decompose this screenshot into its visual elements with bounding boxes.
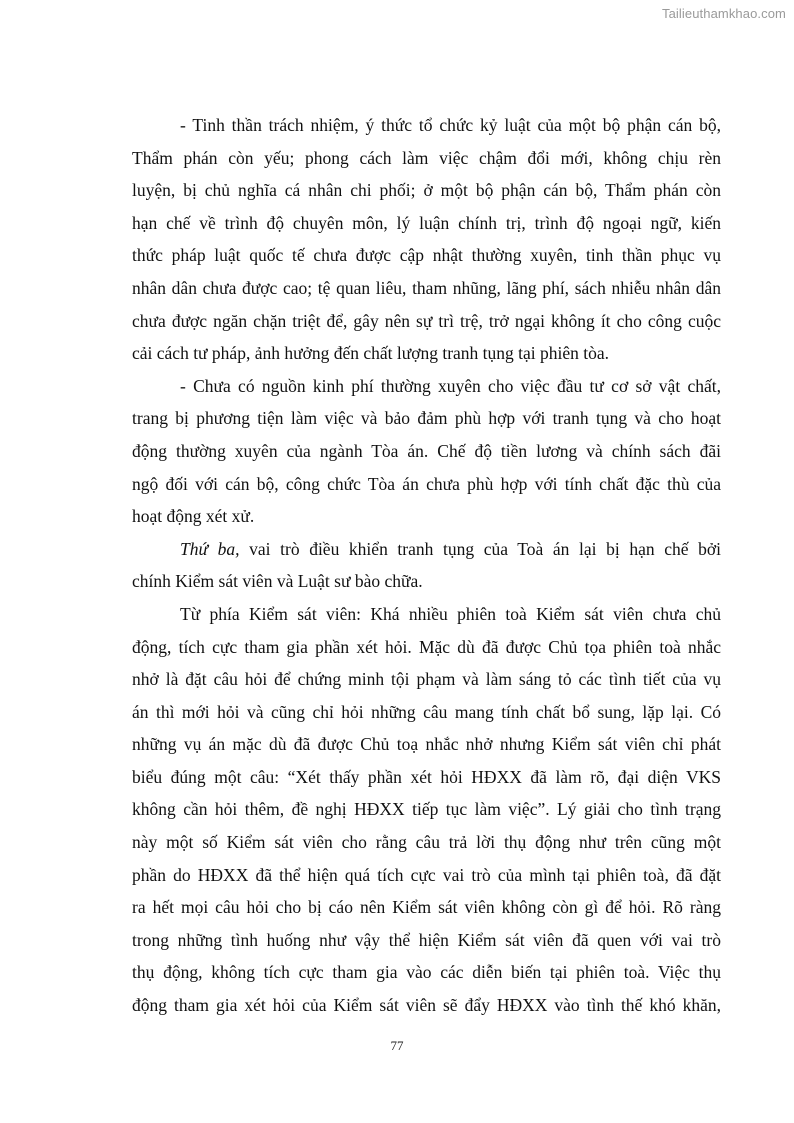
text-line: trong những tình huống như vậy thể hiện Kiểm sát viên đã quen với vai trò bbox=[132, 929, 721, 950]
text-line: những vụ án mặc dù đã được Chủ toạ nhắc nhở nhưng Kiểm sát viên chỉ phát bbox=[132, 734, 721, 755]
text-line: thức pháp luật quốc tế chưa được cập nhật thường xuyên, tinh thần phục vụ bbox=[132, 245, 721, 266]
text-line: biểu đúng một câu: “Xét thấy phần xét hỏi HĐXX đã làm rõ, đại diện VKS bbox=[132, 766, 721, 787]
text-line: Từ phía Kiểm sát viên: Khá nhiều phiên toà Kiểm sát viên chưa chủ bbox=[180, 603, 721, 624]
text-line: luyện, bị chủ nghĩa cá nhân chi phối; ở một bộ phận cán bộ, Thẩm phán còn bbox=[132, 180, 721, 201]
text-line: - Tinh thần trách nhiệm, ý thức tổ chức kỷ luật của một bộ phận cán bộ, bbox=[180, 115, 721, 135]
text-line: ra hết mọi câu hỏi cho bị cáo nên Kiểm sát viên không còn gì để hỏi. Rõ ràng bbox=[132, 897, 721, 918]
text-line: động tham gia xét hỏi của Kiểm sát viên sẽ đẩy HĐXX vào tình thế khó khăn, bbox=[132, 995, 721, 1016]
text-line: án thì mới hỏi và cũng chỉ hỏi những câu mang tính chất bổ sung, lặp lại. Có bbox=[132, 701, 721, 722]
text-line: nhở là đặt câu hỏi để chứng minh tội phạm và làm sáng tỏ các tình tiết của vụ bbox=[132, 669, 721, 690]
text-line-rest: vai trò điều khiển tranh tụng của Toà án lại bị hạn chế bởi bbox=[239, 538, 722, 559]
text-line: chính Kiểm sát viên và Luật sư bào chữa. bbox=[132, 571, 423, 592]
text-line: trang bị phương tiện làm việc và bảo đảm phù hợp với tranh tụng và cho hoạt bbox=[132, 408, 721, 429]
text-line: hoạt động xét xử. bbox=[132, 506, 255, 527]
text-line: động thường xuyên của ngành Tòa án. Chế độ tiền lương và chính sách đãi bbox=[132, 440, 721, 461]
paragraph-procurator bbox=[132, 598, 721, 1022]
watermark-text: Tailieuthamkhao.com bbox=[661, 6, 786, 21]
text-line: chưa được ngăn chặn triệt để, gây nên sự trì trệ, trở ngại không ít cho công cuộc bbox=[132, 310, 721, 331]
text-line: không cần hỏi thêm, đề nghị HĐXX tiếp tục làm việc”. Lý giải cho tình trạng bbox=[132, 799, 721, 820]
text-line: cải cách tư pháp, ảnh hưởng đến chất lượng tranh tụng tại phiên tòa. bbox=[132, 343, 610, 364]
page-number: 77 bbox=[390, 1038, 404, 1053]
text-line: phần do HĐXX đã thể hiện quá tích cực vai trò của mình tại phiên toà, đã đặt bbox=[132, 864, 721, 885]
text-line: Thẩm phán còn yếu; phong cách làm việc chậm đổi mới, không chịu rèn bbox=[132, 147, 721, 168]
text-line: thụ động, không tích cực tham gia vào các diễn biến tại phiên toà. Việc thụ bbox=[132, 962, 721, 983]
page-body bbox=[132, 109, 721, 1022]
text-line bbox=[132, 533, 721, 566]
text-line: nhân dân chưa được cao; tệ quan liêu, tham nhũng, lãng phí, sách nhiễu nhân dân bbox=[132, 277, 721, 298]
text-line: động, tích cực tham gia phần xét hỏi. Mặc dù đã được Chủ tọa phiên toà nhắc bbox=[132, 636, 721, 657]
text-line: ngộ đối với cán bộ, công chức Tòa án chưa phù hợp với tính chất đặc thù của bbox=[132, 473, 721, 494]
paragraph-funding bbox=[132, 370, 721, 533]
italic-lead: Thứ ba, bbox=[180, 538, 240, 559]
text-line: hạn chế về trình độ chuyên môn, lý luận chính trị, trình độ ngoại ngữ, kiến bbox=[132, 212, 721, 233]
text-line: này một số Kiểm sát viên cho rằng câu trả lời thụ động như trên cũng một bbox=[132, 832, 721, 853]
paragraph-third-point bbox=[132, 533, 721, 598]
paragraph-responsibility bbox=[132, 109, 721, 370]
text-line: - Chưa có nguồn kinh phí thường xuyên cho việc đầu tư cơ sở vật chất, bbox=[180, 375, 721, 396]
